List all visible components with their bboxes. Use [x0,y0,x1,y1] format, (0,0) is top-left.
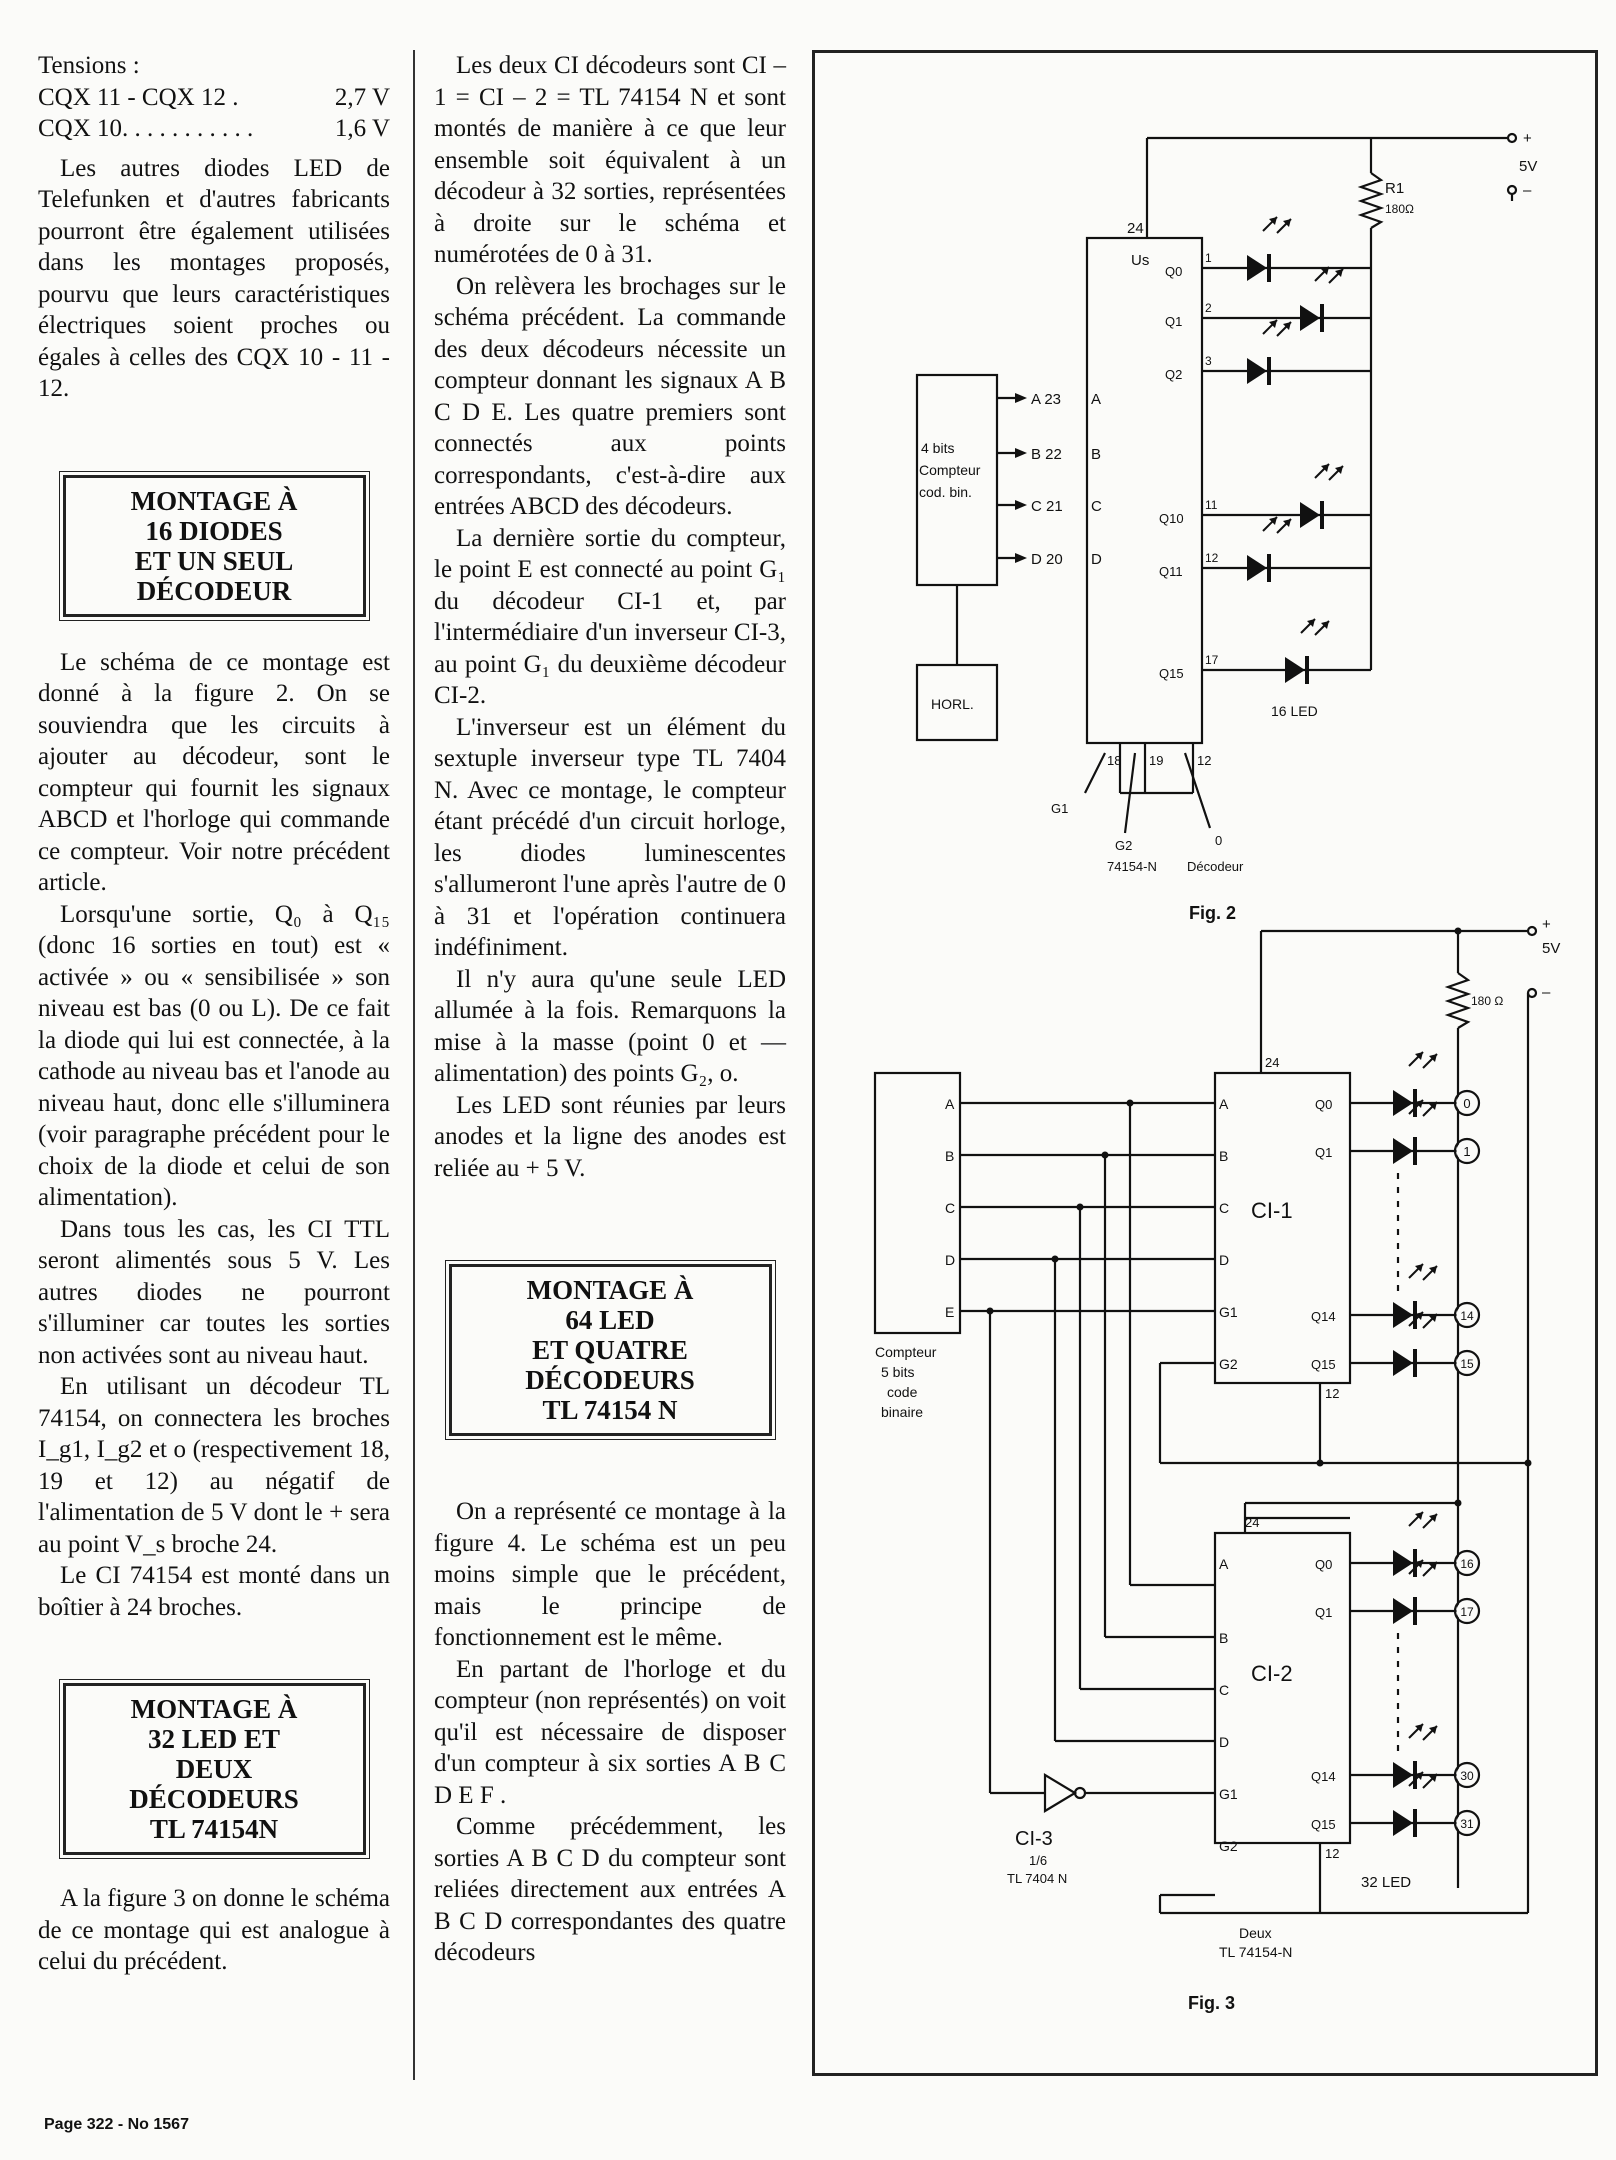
ci2-out: Q14 [1311,1769,1336,1784]
bottom-pin: 12 [1197,753,1212,768]
fig2-leds [1247,217,1343,684]
ci1-out: Q0 [1315,1097,1333,1112]
tension-value-1: 2,7 V [334,83,390,111]
ci1-pin: C [1219,1200,1230,1216]
counter-label: 4 bits [921,440,955,456]
fig2-caption: Fig. 2 [1189,903,1237,923]
paragraph: On relèvera les brochages sur le schéma précédent. La commande des deux décodeurs nécessite un compteur donnant les signaux A B C D E. Les quatre premiers sont connectés aux points correspondants, c'est-à-dire aux entrées ABCD des décodeurs. [434,272,786,520]
ci1-pin: A [1219,1096,1229,1112]
pin-number: 3 [1205,354,1212,368]
heading-line: ET UN SEUL [134,545,294,576]
fig3-caption: Fig. 3 [1188,1993,1236,2013]
ci2-out: Q1 [1315,1605,1333,1620]
inverter-label: CI-3 [1015,1828,1053,1850]
counter-out: C [945,1200,956,1216]
ci2-out: Q0 [1315,1557,1333,1572]
pin-number: 11 [1205,498,1218,512]
bottom-pin: 18 [1107,753,1122,768]
page-footer: Page 322 - No 1567 [44,2116,189,2133]
ci1-pin: D [1219,1252,1230,1268]
pin-label: A [1091,391,1102,408]
g2-label: G2 [1115,838,1133,853]
ci2-out: Q15 [1311,1817,1336,1832]
ci1-out: Q15 [1311,1357,1336,1372]
output-number: 1 [1463,1144,1471,1159]
output-number: 15 [1460,1357,1474,1371]
inverter-label: TL 7404 N [1007,1871,1068,1886]
pin-number: 12 [1205,551,1219,565]
counter-label: 5 bits [881,1364,915,1380]
output-label: Q10 [1159,511,1184,526]
counter-out: B [945,1148,955,1164]
minus-label: – [1542,984,1551,1001]
minus-label: – [1523,182,1532,199]
pin24-label: 24 [1245,1515,1260,1530]
paragraph: Dans tous les cas, les CI TTL seront alimentés sous 5 V. Les autres diodes ne pourront s'illuminer car toutes les sorties non activées sont au niveau haut. [38,1215,390,1369]
heading-line: DÉCODEURS [525,1365,695,1395]
paragraph: En utilisant un décodeur TL 74154, on connectera les broches I_g1, I_g2 et o (respectivement 18, 19 et 12) au négatif de l'alimentation de 5 V dont le + sera au point V_s broche 24. [38,1373,390,1558]
ci1-pin: G2 [1219,1356,1238,1372]
g1-label: G1 [1051,801,1069,816]
figures-frame [812,50,1598,2076]
heading-line: 16 DIODES [145,515,283,546]
ci2-pin: A [1219,1556,1229,1572]
ci1-pin: B [1219,1148,1229,1164]
led-count: 32 LED [1361,1874,1412,1891]
heading-line: ET QUATRE [532,1335,688,1365]
paragraph: Lorsqu'une sortie, Q₀ à Q₁₅ (donc 16 sorties en tout) est « activée » ou « sensibilisée » son niveau est bas (0 ou L). De ce fait la diode qui lui est connectée, à la cathode au niveau bas et l'anode au niveau haut, donc elle s'illuminera (voir paragraphe précédent pour le choix de la diode et celui de son alimentation). [38,900,390,1211]
section-heading-64-led [449,1264,772,1436]
output-number: 31 [1460,1817,1474,1831]
ci1-label: CI-1 [1251,1198,1293,1223]
pin-label: C [1091,498,1102,515]
paragraph: La dernière sortie du compteur, le point E est connecté au point G₁ du décodeur CI-1 et, par l'intermédiaire d'un inverseur CI-3, au point G₁ du deuxième décodeur CI-2. [434,524,786,709]
column-1 [38,50,390,1978]
us-label: Us [1131,252,1150,269]
deux-label: TL 74154-N [1219,1944,1293,1960]
supply-label: 5V [1519,158,1538,175]
pin-number: 17 [1205,653,1219,667]
pin24-label: 24 [1127,220,1144,237]
tension-row-1 [38,82,390,114]
ci2-pin: D [1219,1734,1230,1750]
tension-label-1: CQX 11 - CQX 12 . [38,83,239,111]
pin-number: 1 [1205,251,1212,265]
paragraph: On a représenté ce montage à la figure 4. Le schéma est un peu moins simple que le précédent, mais le principe de fonctionnement est le même. [434,1498,786,1651]
ci2-pin: C [1219,1682,1230,1698]
r1-label: R1 [1385,180,1405,197]
figure-3 [875,927,1536,1913]
inverter-label: 1/6 [1029,1853,1048,1868]
ci1-out: Q14 [1311,1309,1336,1324]
tension-label-2: CQX 10. . . . . . . . . . . [38,115,254,142]
ci2-label: CI-2 [1251,1661,1293,1686]
heading-line: 64 LED [565,1305,655,1335]
paragraph: Les LED sont réunies par leurs anodes et la ligne des anodes est reliée au + 5 V. [434,1091,786,1182]
heading-line: MONTAGE À [526,1275,694,1305]
pin12-label: 12 [1325,1386,1340,1401]
ci2-pin: B [1219,1630,1229,1646]
paragraph: Comme précédemment, les sorties A B C D du compteur sont reliées directement aux entrées A B C D correspondantes des quatre décodeurs [434,1813,786,1966]
input-label: B 22 [1031,446,1062,463]
bottom-pin: 19 [1149,753,1164,768]
input-label: C 21 [1031,498,1063,515]
heading-line: DEUX [175,1754,253,1784]
tension-value-2: 1,6 V [334,115,390,142]
counter-label: cod. bin. [919,484,972,500]
deux-label: Deux [1239,1925,1272,1941]
output-label: Q15 [1159,666,1184,681]
r1-value: 180Ω [1385,202,1414,216]
ci2-pin: G2 [1219,1838,1238,1854]
counter-out: E [945,1304,955,1320]
tension-row-2 [38,113,390,145]
paragraph: L'inverseur est un élément du sextuple inverseur type TL 7404 N. Avec ce montage, le compteur étant précédé d'un circuit horloge, les diodes luminescentes s'allumeront l'une après l'autre de 0 à 31 et l'opération continuera indéfiniment. [434,713,786,961]
heading-line: MONTAGE À [130,1694,298,1724]
paragraph: Le schéma de ce montage est donné à la figure 2. On se souviendra que les circuits à ajouter au décodeur, sont le compteur qui fournit les signaux ABCD et l'horloge qui commande ce compteur. Voir notre précédent article. [38,648,390,896]
fig2-labels [919,130,1537,923]
heading-line: MONTAGE À [130,485,298,516]
decoder-label: Décodeur [1187,859,1244,874]
plus-label: + [1542,916,1551,933]
counter-label: Compteur [919,462,981,478]
section-heading-16-diodes [63,475,366,617]
counter-label: code [887,1384,918,1400]
output-label: Q1 [1165,314,1183,329]
heading-line: DÉCODEUR [136,575,292,606]
paragraph: Les deux CI décodeurs sont CI – 1 = CI – 2 = TL 74154 N et sont montés de manière à ce que leur ensemble soit équivalent à un décodeur à 32 sorties, représentées à droite sur le schéma et numérotées de 0 à 31. [434,52,786,268]
led-count: 16 LED [1271,703,1318,719]
zero-label: 0 [1215,833,1223,848]
paragraph: Il n'y aura qu'une seule LED allumée à la fois. Remarquons la mise à la masse (point 0 et — alimentation) des points G₂, o. [434,965,786,1087]
tensions-title: Tensions : [38,52,140,79]
pin-label: B [1091,446,1102,463]
supply-label: 5V [1542,940,1561,957]
output-number: 0 [1463,1096,1471,1111]
heading-line: DÉCODEURS [129,1784,299,1814]
pin12-label: 12 [1325,1846,1340,1861]
resistor-label: 180 Ω [1471,994,1504,1008]
output-label: Q2 [1165,367,1183,382]
heading-line: 32 LED ET [147,1724,281,1754]
column-divider [413,50,415,2080]
input-label: A 23 [1031,391,1062,408]
ci1-out: Q1 [1315,1145,1333,1160]
pin-label: D [1091,551,1102,568]
counter-label: binaire [881,1404,924,1420]
input-label: D 20 [1031,551,1063,568]
paragraph: Le CI 74154 est monté dans un boîtier à 24 broches. [38,1562,390,1621]
counter-out: D [945,1252,956,1268]
pin24-label: 24 [1265,1055,1280,1070]
schematics [815,53,1595,2073]
output-number: 16 [1460,1557,1474,1571]
figure-2 [917,134,1516,833]
plus-label: + [1523,130,1532,147]
output-number: 14 [1460,1309,1474,1323]
pin-number: 2 [1205,301,1212,315]
paragraph: A la figure 3 on donne le schéma de ce montage qui est analogue à celui du précédent. [38,1885,390,1975]
ci1-pin: G1 [1219,1304,1238,1320]
ci2-pin: G1 [1219,1786,1238,1802]
counter-label: Compteur [875,1344,937,1360]
output-number: 17 [1460,1605,1474,1619]
output-label: Q0 [1165,264,1183,279]
fig3-leds [1393,1052,1437,1837]
section-heading-32-led [63,1683,366,1855]
output-label: Q11 [1159,564,1183,579]
output-number: 30 [1460,1769,1474,1783]
clock-label: HORL. [931,696,974,712]
heading-line: TL 74154 N [542,1395,678,1425]
column-2 [434,50,786,1969]
heading-line: TL 74154N [149,1814,279,1844]
counter-out: A [945,1096,955,1112]
paragraph: En partant de l'horloge et du compteur (non représentés) on voit qu'il est nécessaire de disposer d'un compteur à six sorties A B C D E F . [434,1655,786,1809]
chip-label: 74154-N [1107,859,1157,874]
paragraph: Les autres diodes LED de Telefunken et d'autres fabricants pourront être également utilisées dans les montages proposés, pourvu que leurs caractéristiques électriques soient proches ou égales à celles des CQX 10 - 11 - 12. [38,154,390,402]
